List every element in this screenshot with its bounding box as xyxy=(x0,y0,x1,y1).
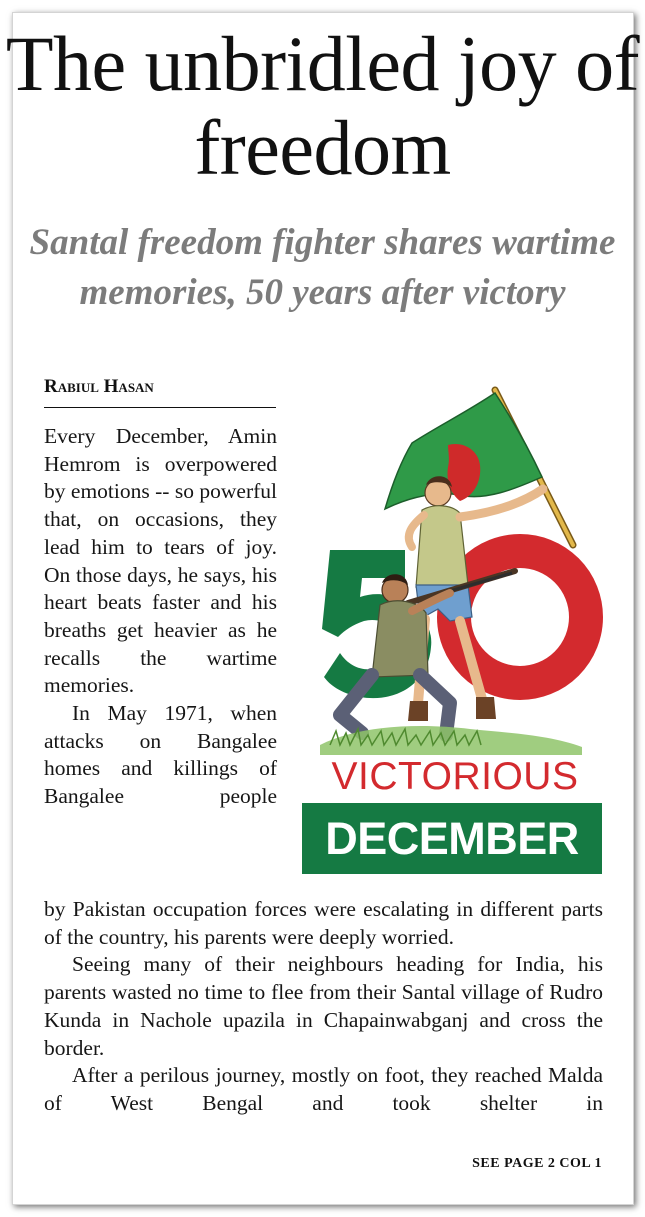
logo-victorious-text: VICTORIOUS xyxy=(331,755,579,798)
headline: The unbridled joy of freedom xyxy=(5,20,640,191)
logo-december-banner: DECEMBER xyxy=(302,803,602,874)
continued-jump-line: SEE PAGE 2 COL 1 xyxy=(472,1156,602,1171)
paragraph-3: Seeing many of their neighbours heading for India, his parents wasted no time to flee from their Santal village of Rudro Kunda in Nachole upazila in Chapainwabganj and cross the border. xyxy=(44,952,603,1060)
subheadline: Santal freedom fighter shares wartime memories, 50 years after victory xyxy=(29,222,616,313)
paragraph-2-continued: by Pakistan occupation forces were escalating in different parts of the country, his parents were deeply worried. xyxy=(44,897,603,949)
paragraph-4: After a perilous journey, mostly on foot, they reached Malda of West Bengal and took shelter in xyxy=(44,1063,603,1115)
paragraph-1: Every December, Amin Hemrom is overpowered by emotions -- so powerful that, on occasions, they lead him to tears of joy. On those days, he says, his heart beats faster and his breaths get heavier as he recalls the wartime memories. xyxy=(44,424,277,698)
byline: Rabiul Hasan xyxy=(44,376,276,408)
paragraph-2-start: In May 1971, when attacks on Bangalee homes and killings of Bangalee people xyxy=(44,701,277,809)
article-body-wide-column xyxy=(44,896,603,1118)
article-body-narrow-column xyxy=(44,423,277,811)
